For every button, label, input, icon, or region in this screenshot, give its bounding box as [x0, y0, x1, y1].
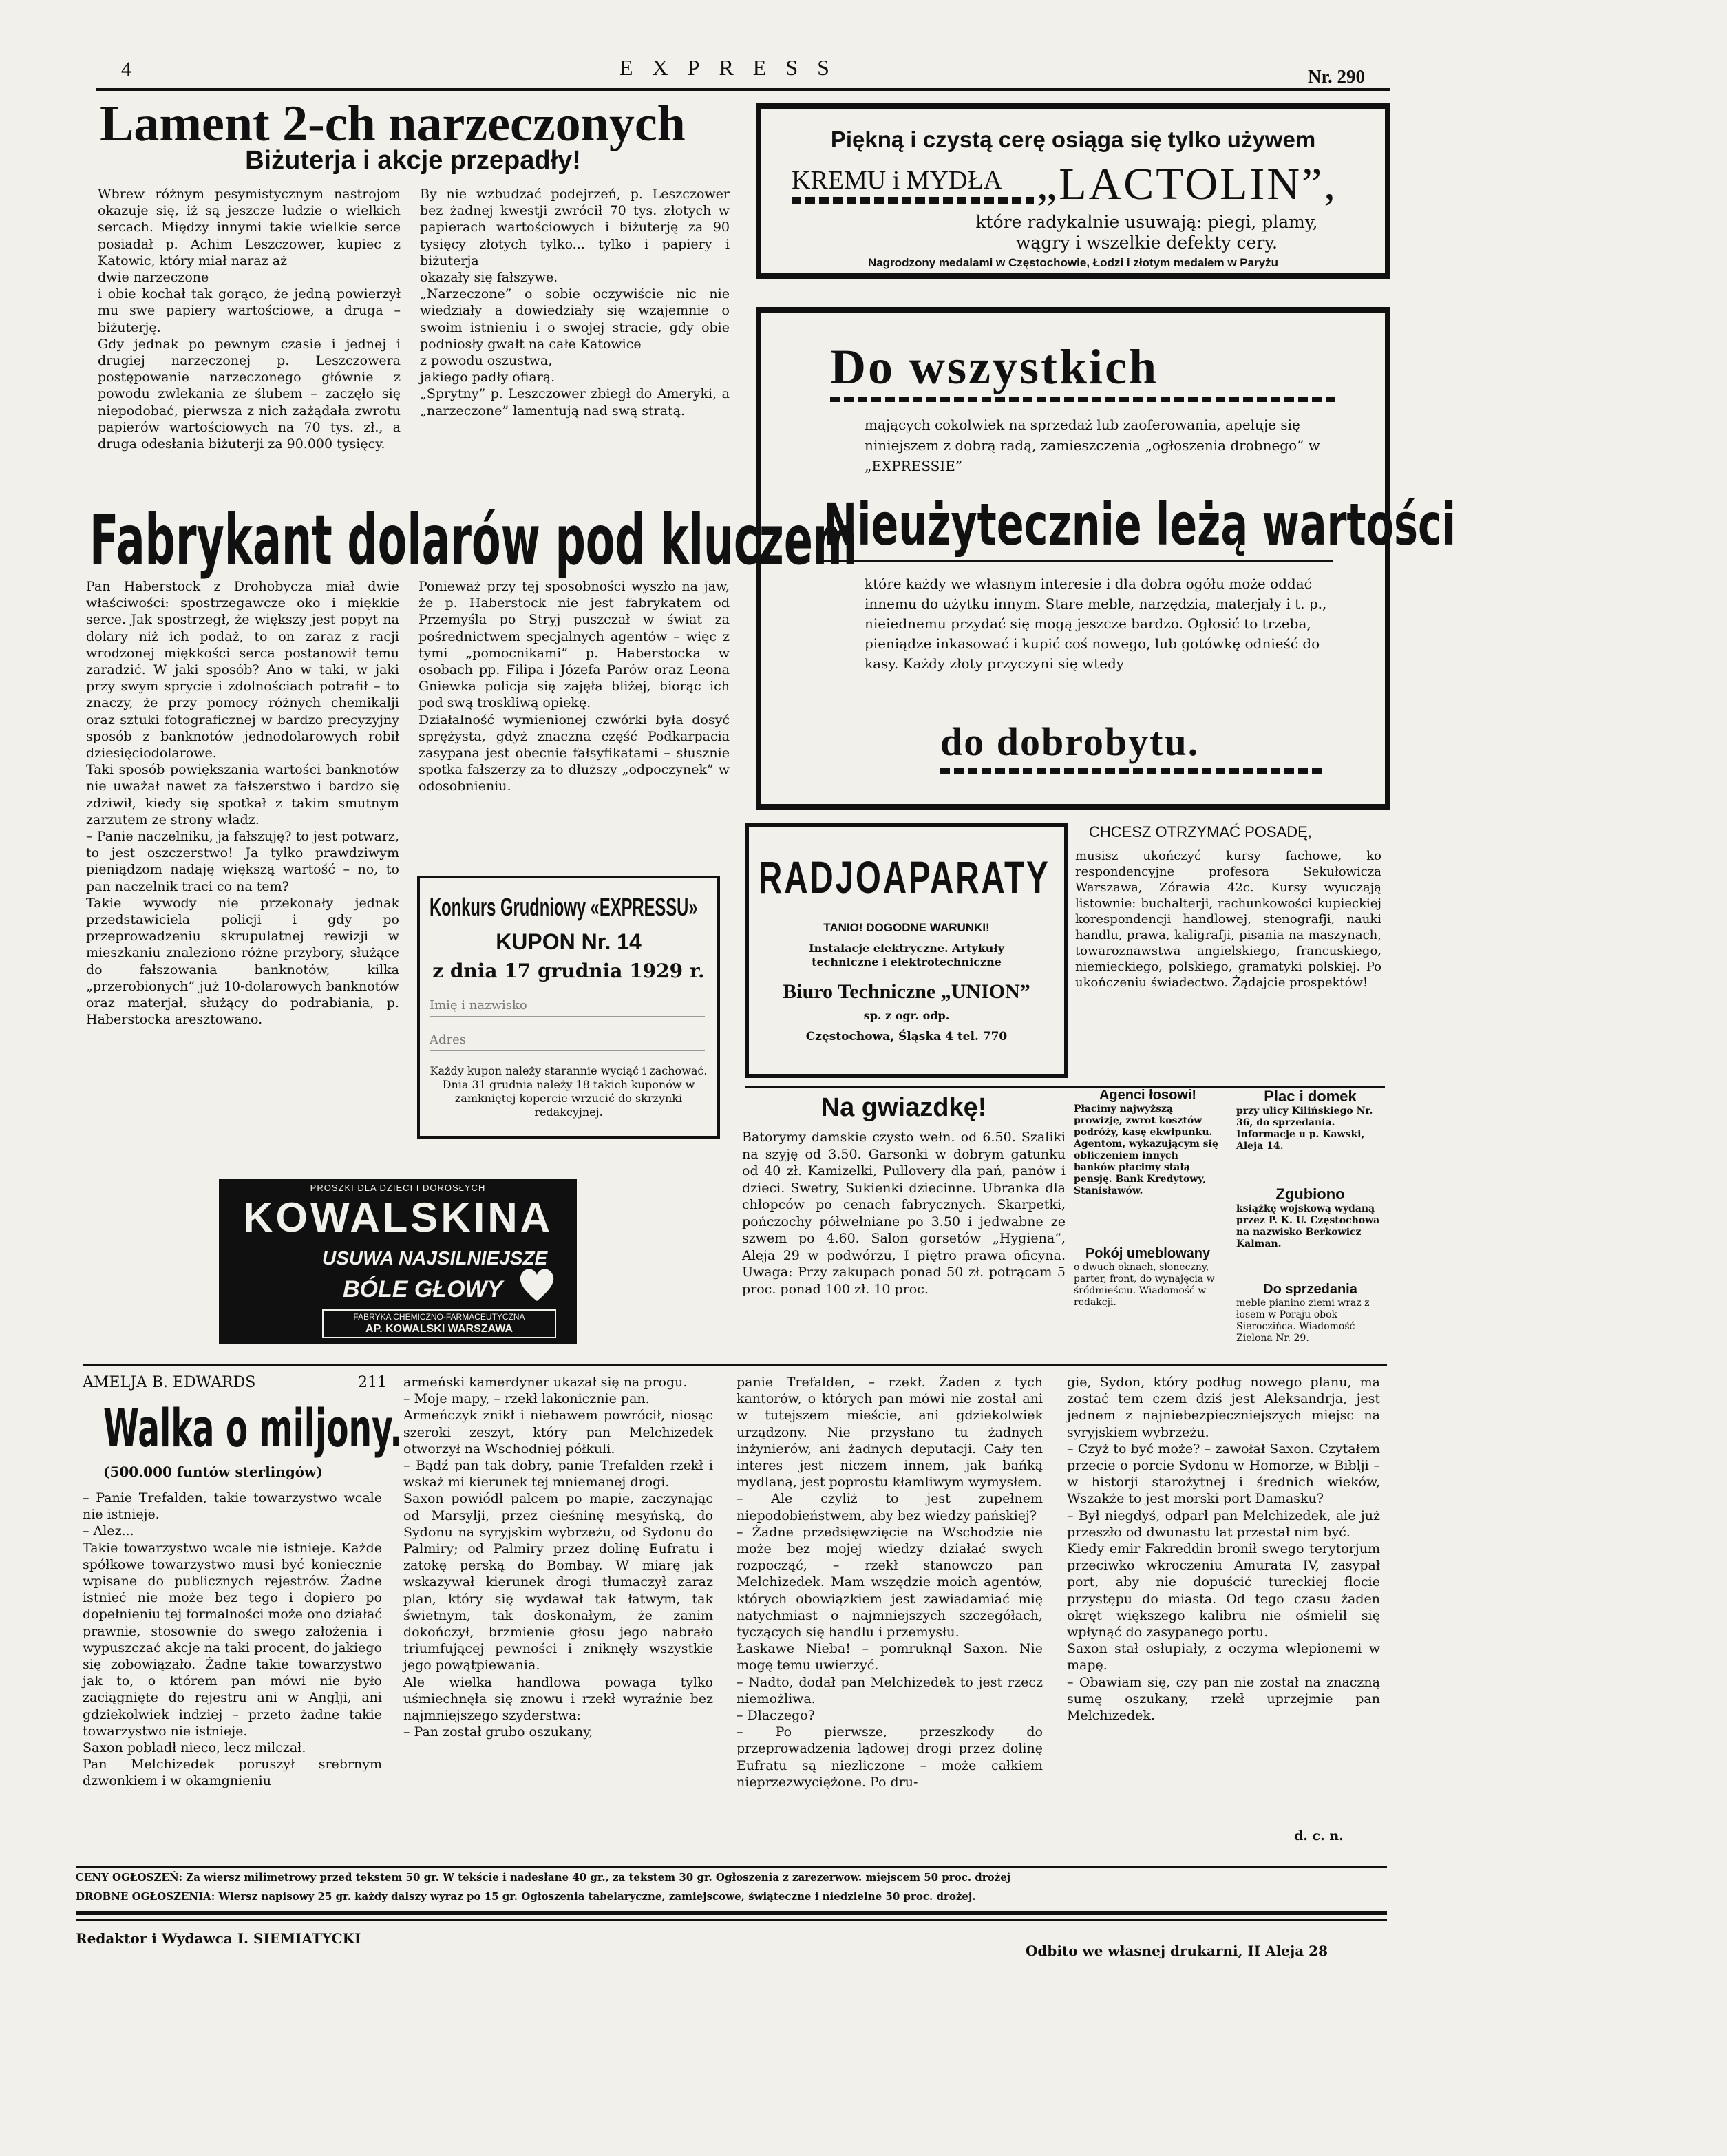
- fabrykant-headline: Fabrykant dolarów pod kluczem: [89, 500, 858, 580]
- lactolin-brand: „LACTOLIN”,: [1037, 159, 1337, 209]
- fabrykant-headline-wrap: [89, 500, 858, 580]
- newspaper-title: EXPRESS: [619, 55, 849, 80]
- lactolin-decoration: [792, 197, 1034, 204]
- kowalskina-line3: BÓLE GŁOWY: [343, 1276, 503, 1302]
- radio-line4: Częstochowa, Śląska 4 tel. 770: [805, 1030, 1008, 1044]
- serial-column-2: armeński kamerdyner ukazał się na progu. – Moje mapy, – rzekł lakonicznie pan. Armeńczyk znikł i niebawem powrócił, niosąc szeroki zeszyt, który pan Melchizedek otworzył na Wschodniej półkuli. – Bądź pan tak dobry, panie Trefalden rzekł i wskaż mi kierunek tej mniemanej drogi. Saxon powiódł palcem po mapie, zaczynając od Marsylji, przez cieśninę mesyńską, do Sydonu na syryjskim wybrzeżu, od Sydonu do Palmiry; od Palmiry przez dolinę Eufratu i zatokę perską do Bombay. W miarę jak wskazywał kierunek drogi tłumaczył zaraz plan, który się wydawał tak łatwym, tak świetnym, tak doskonałym, że zanim dokończył, brzmienie głosu jego nabrało triumfującej pewności i zniknęły wszystkie jego powątpiewania. Ale wielka handlowa powaga tylko uśmiechnęła się znowu i rzekł wyraźnie bez najmniejszego szyderstwa: – Pan został grubo oszukany,: [403, 1375, 713, 1740]
- wartosci-slogan: do dobrobytu.: [940, 719, 1200, 764]
- lactolin-line1: Piękną i czystą cerę osiąga się tylko używem: [830, 127, 1316, 152]
- posada-title: CHCESZ OTRZYMAĆ POSADĘ,: [1089, 823, 1312, 841]
- fabrykant-column-2: Ponieważ przy tej sposobności wyszło na jaw, że p. Haberstock nie jest fabrykatem od Przemyśla po Stryj puszczał w świat za pośrednictwem specjalnych agentów – więc z tymi „pomocnikami” p. Haberstocka w osobach pp. Filipa i Józefa Parów oraz Leona Gniewka policja się zajęła bliżej, biorąc ich pod swą troskliwą opiekę. Działalność wymienionej czwórki była dosyć sprężysta, gdyż znaczna część Podkarpacia zasypana jest obecnie fałsyfikatami – słusznie spotka fałszerzy za to dłuższy „odpoczynek” w odosobnieniu.: [418, 579, 730, 794]
- serial-title-wrap: [103, 1397, 403, 1459]
- lament-column-2: By nie wzbudzać podejrzeń, p. Leszczower bez żadnej kwestji zwrócił 70 tys. złotych w papierach wartościowych i biżuterję za 90 tysięcy złotych tylko... tylko i papiery i biżuterja okazały się fałszywe. „Narzeczone” o sobie oczywiście nic nie wiedziały a dowiedziały się wzajemnie o swoim istnieniu i o swojej stracie, gdy obie podniosły gwałt na całe Katowice z powodu oszustwa, jakiego padły ofiarą. „Sprytny” p. Leszczower zbiegł do Ameryki, a „narzeczone” lamentują nad swą stratą.: [420, 187, 730, 419]
- small-ad-4-title: Pokój umeblowany: [1085, 1246, 1211, 1261]
- coupon-kupon: KUPON Nr. 14: [496, 929, 642, 954]
- footer-prices-2: DROBNE OGŁOSZENIA: Wiersz napisowy 25 gr. każdy dalszy wyraz po 15 gr. Ogłoszenia tabelaryczne, zamiejscowe, świąteczne i niedzielne 50 proc. drożej.: [76, 1890, 976, 1903]
- coupon-title: Konkurs Grudniowy «EXPRESSU»: [430, 893, 698, 921]
- wartosci-headline-text: Nieużytecznie leżą wartości: [823, 491, 1456, 558]
- footer-editor: Redaktor i Wydawca I. SIEMIATYCKI: [76, 1930, 361, 1947]
- lactolin-ad: [756, 103, 1390, 279]
- lactolin-description: które radykalnie usuwają: piegi, plamy, wągry i wszelkie defekty cery.: [975, 212, 1318, 253]
- small-ad-3-text: książkę wojskową wydaną przez P. K. U. Częstochowa na nazwisko Berkowicz Kalman.: [1236, 1203, 1380, 1249]
- footer-rule-mid2: [76, 1919, 1387, 1921]
- kowalskina-ad: [219, 1179, 577, 1344]
- lament-column-1: Wbrew różnym pesymistycznym nastrojom okazuje się, iż są jeszcze ludzie o wielkich sercach. Między innymi takie wielkie serce posiadał p. Achim Leszczower, kupiec z Katowic, który miał naraz aż dwie narzeczone i obie kochał tak gorąco, że jedną powierzył mu swe papiery wartościowe, a druga – biżuterję. Gdy jednak po pewnym czasie i jednej i drugiej narzeczonej p. Leszczowera postępowanie narzeczonego głównie z powodu zwlekania ze ślubem – zaczęło się niepodobać, pierwsza z nich zażądała zwrotu papierów wartościowych na 70 tys. zł., a druga odesłania biżuterji za 90.000 tysięcy.: [98, 187, 401, 452]
- small-ad-1-text: Płacimy najwyższą prowizję, zwrot kosztów podróży, kasę ekwipunku. Agentom, wykazującym się obliczeniem innych banków płacimy stałą pensję. Bank Kredytowy, Stanisławów.: [1074, 1103, 1218, 1196]
- coupon-title-wrap: [430, 892, 712, 922]
- serial-column-1: – Panie Trefalden, takie towarzystwo wcale nie istnieje. – Alez... Takie towarzystwo wcale nie istnieje. Każde spółkowe towarzystwo musi być koniecznie wpisane do publicznych rejestrów. Żadne istnieć nie może bez tego i dopiero po dopełnieniu tej formalności może ono działać prawnie, stosownie do swego założenia i wypuszczać akcje na taki procent, do jakiego się zobowiązało. Żadne takie towarzystwo jak to, o którem pan mówi nie było zaciągnięte do rejestru ani w Anglji, ani gdziekolwiek indziej – przeto żadne takie towarzystwo nie istnieje. Saxon pobladł nieco, lecz milczał. Pan Melchizedek poruszył srebrnym dzwonkiem i w okamgnieniu: [83, 1490, 382, 1789]
- serial-author: AMELJA B. EDWARDS: [83, 1374, 256, 1391]
- posada-text: musisz ukończyć kursy fachowe, ko respondencyjne profesora Sekułowicza Warszawa, Zórawia 42c. Kursy wyuczają listownie: buchalterji, rachunkowości kupieckiej korespondencji handlowej, stenografji, nauki handlu, prawa, kaligrafji, pisania na maszynach, towaroznawstwa angielskiego, francuskiego, niemieckiego, polskiego, gramatyki polskiej. Po ukończeniu świadectwo. Żądajcie prospektów!: [1075, 849, 1381, 990]
- serial-title: Walka o miljony.: [103, 1397, 403, 1459]
- footer-prices-1: CENY OGŁOSZEŃ: Za wiersz milimetrowy przed tekstem 50 gr. W tekście i nadesłane 40 gr., za tekstem 30 gr. Ogłoszenia z zarezerwow. miejscem 50 proc. drożej: [76, 1871, 1011, 1883]
- fabrykant-column-1: Pan Haberstock z Drohobycza miał dwie właściwości: spostrzegawcze oko i miękkie serce. Jak spostrzegł, że większy jest popyt na dolary niż ich podaż, to on zaraz z racji wrodzonej miękkości serca postanowił temu zaradzić. W jaki sposób? Ano w taki, w jaki przy swym sprycie i zdolnościach potrafił – to znaczy, że przy pomocy różnych chemikalji oraz sztuki fotograficznej w bardzo precyzyjny sposób z banknotów jednodolarowych robił dziesięciodolarowe. Taki sposób powiększania wartości banknotów nie uważał nawet za fałszerstwo i bardzo się zdziwił, kiedy się spotkał z takim smutnym zarzutem ze strony władz. – Panie naczelniku, ja fałszuję? to jest potwarz, to jest oszczerstwo! Ja tylko prawdziwym pieniądzom nadaję większą wartość – no, to pan naczelnik traci co na tem? Takie wywody nie przekonały jednak przedstawiciela policji i gdy po przeprowadzeniu skrupulatnej rewizji w mieszkaniu znaleziono różne przybory, służące do fałszowania banknotów, kilka „przerobionych” już 10-dolarowych banknotów oraz materjał, służący do podrabiania, p. Haberstocka aresztowano.: [86, 579, 399, 1028]
- wartosci-text: które każdy we własnym interesie i dla dobra ogółu może oddać innemu do użytku innym. Stare meble, narzędzia, materjały i t. p., nieiednemu przydać się mogą jeszcze bardzo. Ogłosić to trzeba, pieniądze inkasować i kupić coś nowego, lub gotówkę odnieść do kasy. Każdy złoty przyczyni się wtedy: [865, 575, 1327, 672]
- small-ad-3: [1236, 1185, 1384, 1275]
- do-wszystkich-title: Do wszystkich: [830, 339, 1159, 394]
- coupon-date: z dnia 17 grudnia 1929 r.: [432, 960, 705, 982]
- coupon-name-label: Imię i nazwisko: [430, 998, 527, 1013]
- issue-number: Nr. 290: [1308, 66, 1366, 87]
- small-ad-3-title: Zgubiono: [1275, 1185, 1345, 1203]
- kowalskina-top: PROSZKI DLA DZIECI I DOROSŁYCH: [310, 1183, 486, 1193]
- radio-line3: sp. z ogr. odp.: [863, 1009, 950, 1022]
- wartosci-rule: [823, 560, 1333, 562]
- kowalskina-maker-box: [322, 1309, 556, 1338]
- lactolin-kremu: KREMU i MYDŁA: [792, 166, 1003, 195]
- small-ad-4-text: o dwuch oknach, słoneczny, parter, front, do wynajęcia w śródmieściu. Wiadomość w redakcji.: [1074, 1262, 1215, 1308]
- footer-rule-top: [76, 1866, 1387, 1868]
- small-ad-1: [1074, 1088, 1222, 1239]
- masthead-rule: [96, 88, 1390, 91]
- radio-line1: TANIO! DOGODNE WARUNKI!: [823, 921, 990, 934]
- serial-column-3: panie Trefalden, – rzekł. Żaden z tych kantorów, o których pan mówi nie został ani w tutejszem mieście, ani gdziekolwiek urządzony. Nie przysłano tu żadnych inżynierów, ani żadnych deputacji. Cały ten interes jest niczem innem, jak bańką mydlaną, jest poprostu kłamliwym wymysłem. – Ale czyliż to jest zupełnem niepodobieństwem, aby bez wiedzy pańskiej? – Żadne przedsięwzięcie na Wschodzie nie może bez mojej wiedzy działać swych rozpocząć, – rzekł stanowczo pan Melchizedek. Mam wszędzie moich agentów, których obowiązkiem jest zawiadamiać mię natychmiast o najmniejszych szczegółach, tyczących się handlu i przemysłu. Łaskawe Nieba! – pomruknął Saxon. Nie mogę temu uwierzyć. – Nadto, dodał pan Melchizedek to jest rzecz niemożliwa. – Dlaczego? – Po pierwsze, przeszkody do przeprowadzenia lądowej drogi przez dolinę Eufratu są niezliczone – może całkiem nieprzezwyciężone. Po dru-: [737, 1375, 1043, 1790]
- kowalskina-maker: FABRYKA CHEMICZNO-FARMACEUTYCZNA: [353, 1312, 525, 1322]
- small-ad-2: [1236, 1088, 1384, 1170]
- radio-title-wrap: [759, 852, 1061, 902]
- kowalskina-brand: KOWALSKINA: [243, 1194, 553, 1240]
- footer-rule-mid: [76, 1911, 1387, 1915]
- page-number: 4: [121, 58, 131, 81]
- small-ad-5-text: meble pianino ziemi wraz z łosem w Poraju obok Sieroczińca. Wiadomość Zielona Nr. 29.: [1236, 1298, 1370, 1344]
- serial-number: 211: [358, 1374, 387, 1391]
- lament-subheadline: Biżuterja i akcje przepadły!: [245, 146, 581, 175]
- wartosci-headline: [823, 491, 1456, 558]
- wartosci-decoration: [940, 768, 1326, 774]
- do-wszystkich-decoration: [830, 397, 1339, 402]
- contest-coupon: [417, 876, 720, 1139]
- gwiazdke-title: Na gwiazdkę!: [820, 1093, 987, 1122]
- coupon-name-line: [430, 1016, 705, 1017]
- serial-subtitle: (500.000 funtów sterlingów): [103, 1463, 323, 1480]
- small-ad-4: [1074, 1246, 1222, 1349]
- radio-biuro: Biuro Techniczne „UNION”: [783, 980, 1030, 1003]
- lament-headline: Lament 2-ch narzeczonych: [100, 96, 686, 152]
- coupon-address-line: [430, 1050, 705, 1051]
- kowalskina-maker2: AP. KOWALSKI WARSZAWA: [365, 1323, 513, 1335]
- gwiazdke-text: Batorymy damskie czysto wełn. od 6.50. Szaliki na szyję od 3.50. Garsonki w dobrym gatunku od 40 zł. Kamizelki, Pullovery dla pań, panów i dzieci. Swetry, Sukienki dziecinne. Ubranka dla chłopców po cenach fabrycznych. Skarpetki, pończochy półwełniane po 3.50 i jedwabne ze szwem po 4.60. Salon gorsetów „Hygiena”, Aleja 29 w podwórzu, I piętro prawa oficyna. Uwaga: Przy zakupach ponad 50 zł. potrącam 5 proc. ponad 100 zł. 10 proc.: [742, 1130, 1066, 1297]
- kowalskina-line2: USUWA NAJSILNIEJSZE: [322, 1247, 548, 1269]
- footer-printer: Odbito we własnej drukarni, II Aleja 28: [1026, 1943, 1328, 1959]
- do-wszystkich-text: mających cokolwiek na sprzedaż lub zaoferowania, apeluje się niniejszem z dobrą radą, zamieszczenia „ogłoszenia drobnego” w „EXPRESSIE”: [865, 416, 1320, 474]
- lactolin-award: Nagrodzony medalami w Częstochowie, Łodzi i złotym medalem w Paryżu: [867, 256, 1279, 269]
- small-ad-5-title: Do sprzedania: [1263, 1282, 1357, 1297]
- coupon-address-label: Adres: [430, 1033, 467, 1047]
- small-ad-1-title: Agenci łosowi!: [1099, 1088, 1197, 1103]
- small-ad-2-title: Plac i domek: [1264, 1088, 1357, 1105]
- radio-ad: [745, 823, 1068, 1078]
- serial-rule: [83, 1364, 1387, 1366]
- coupon-note: Każdy kupon należy starannie wyciąć i zachować. Dnia 31 grudnia należy 18 takich kuponów w zamkniętej kopercie wrzucić do skrzynki redakcyjnej.: [430, 1064, 708, 1119]
- radio-line2: Instalacje elektryczne. Artykuły techniczne i elektrotechniczne: [809, 942, 1004, 969]
- radio-title: RADJOAPARATY: [759, 852, 1050, 902]
- small-ad-5: [1236, 1282, 1384, 1357]
- serial-continued: d. c. n.: [1294, 1828, 1344, 1843]
- small-ad-2-text: przy ulicy Kilińskiego Nr. 36, do sprzedania. Informacje u p. Kawski, Aleja 14.: [1236, 1106, 1373, 1152]
- heart-icon: [515, 1261, 559, 1305]
- serial-column-4: gie, Sydon, który podług nowego planu, ma zostać tem czem dziś jest Aleksandrja, jest jednem z najniebezpieczniejszych miejsc na syryjskiem wybrzeżu. – Czyż to być może? – zawołał Saxon. Czytałem przecie o porcie Sydonu w Homorze, w Biblji – w historji starożytnej i średnich wieków, Wszakże to jest morski port Damasku? – Był niegdyś, odparł pan Melchizedek, ale już przeszło od dwunastu lat przestał nim być. Kiedy emir Fakreddin bronił swego terytorjum przeciwko wkroczeniu Amurata IV, zasypał port, aby nie dopuścić tureckiej flocie przystępu do miasta. Od tego czasu żaden okręt większego kalibru nie ośmielił się wpłynąć do zasypanego portu. Saxon stał osłupiały, z oczyma wlepionemi w mapę. – Obawiam się, czy pan nie został na znaczną sumę oszukany, rzekł uprzejmie pan Melchizedek.: [1067, 1375, 1380, 1724]
